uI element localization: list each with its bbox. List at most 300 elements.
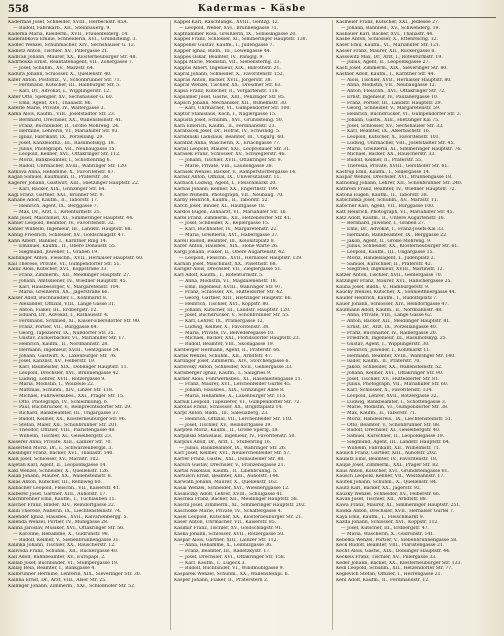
directory-entry: Kagerer Johann, Gastwirt, XIII., Hietzinger Hauptstr. 22. — [8, 181, 140, 186]
directory-entry: Kalina Jaroslav, Musiker, XVI., Ottakringer Str. 56. — [8, 526, 125, 531]
directory-entry: Kartal Nikolaus, Kaufm., II., Lilienbrunng. 5. — [174, 468, 278, 474]
directory-entry: Katzinger Franz, Maurer, XVI., Habichergasse 25. — [336, 278, 452, 284]
directory-entry: — Rudolf, Uhrmacher, XVIII., Währinger Str. 120. — [13, 163, 128, 169]
directory-entry: Kalender Ignaz, Hausbes., XVII., Kalvarienbergg. 5. — [8, 514, 128, 520]
directory-entry: Kapfhammer Rosa, Greißlerin, IX., Sobieskigasse 20. — [174, 31, 297, 37]
page-number: 558 — [8, 4, 29, 15]
running-header — [8, 4, 496, 16]
directory-entry: Kasper Johann, Fiaker, II., Praterstern 2. — [174, 577, 269, 583]
directory-entry: Karplus Adolf, Dr., Arzt, I., Stubenring 16. — [174, 439, 272, 445]
directory-entry: — Anton, Bäcker, XII., Meidlinger Hauptstr. 81. — [341, 319, 451, 324]
directory-entry: — Matthias, Schuhm., XIV., Linzer Str. 118. — [13, 388, 114, 393]
directory-entry: Kaulich Franz, Gärtner, XIII., Auhofstr. 202. — [336, 451, 438, 457]
directory-entry: Kaufmann Adolf, Kaufm., II., Nordbahnstr. 48. — [336, 307, 443, 313]
directory-entry: Käsmeier Franz, Kutscher, XXI., Jedlesee 27. — [336, 20, 440, 25]
directory-entry: — Karoline, Hebamme, X., Gudrunstr. 98. — [13, 531, 110, 537]
directory-entry: — Johann, Hausbes., XIX., Grinzinger Allee 8. — [179, 388, 285, 393]
directory-entry: Kahler Leopold, Beamter, IV., Favoritenstr. 32. — [8, 221, 115, 227]
directory-entry: Karpinski Stanislaus, Ingenieur, IV., Favoritenstr. 50. — [174, 434, 296, 439]
header-rule — [8, 17, 496, 18]
directory-entry: Kakl Wenzel, Schneider, X., Quellenstr. 126. — [8, 468, 110, 474]
directory-entry: — Rudolf, Buchbinder, VI., Windmühlgasse 9. — [179, 566, 284, 572]
directory-entry: — Franz, Buchhalter, IV., Rainergasse 20. — [341, 330, 438, 336]
directory-entry: Kahlig Friedrich, Schlosser, XV., Goldschlagstr. 47. — [8, 232, 126, 238]
directory-entry: — Karl, Buchhalter, IV., Margaretenstr. 22. — [179, 227, 278, 232]
directory-entry: — Hermine, Lehrerin, VI., Mariahilfer Str. 93. — [13, 129, 119, 135]
directory-entry: Karell Rudolf, Beamter, III., Kolonitzplatz 8. — [174, 238, 276, 244]
directory-entry: Karolus Franz, Schlosser, XX., Brigittaplatz 14. — [174, 405, 283, 411]
directory-entry: Karel Franz, Zimmerm., XII., Hetzendorfer Str. 41. — [174, 215, 292, 221]
directory-entry: Kazda Johann, Schlosser, XVI., Koppstr. 112. — [336, 520, 439, 526]
directory-entry: Karer Anton, Hausbes., XIX., Hohe Warte 26. — [174, 244, 279, 250]
directory-entry: — Rudolf, Drechsler, XI., Geiselbergstr. 40. — [341, 428, 441, 434]
directory-entry: — Maria, Greißlerin, XI., Simmeringer Hauptstr. 76. — [341, 146, 462, 152]
directory-entry: Keckeis Franz, Tischler, XV., Pillergasse 33. — [336, 554, 437, 560]
directory-entry: Kähler Wilhelm, Ingenieur, III., Landstr. Hauptstr. 88. — [8, 227, 132, 232]
directory-entry: Kalchbrenner Emil, Kaufm., I., Tuchlauben 11. — [8, 497, 116, 503]
directory-entry: — Heinrich, Tischler, XVI., Koppstr. 80. — [179, 301, 270, 307]
directory-entry: — Franz, Zimmerm., XII., Meidlinger Hauptstr. 27. — [13, 273, 131, 278]
directory-entry: Kahl Josef, Maschinist, XI., Simmeringer Hauptstr. 44. — [8, 215, 134, 221]
directory-entry: — Ernst, Ingenieur, IV., Paulanergasse 10. — [341, 94, 439, 100]
directory-entry: — Josef, Tischler, XV., Hütteldorfer Str. 81. — [341, 376, 440, 382]
directory-entry: Karner Alois, Fuhrwerksbes., XI., Hasenleitengasse 11. — [174, 376, 302, 382]
directory-entry: Karasek Franz, Schlosser, XV., Schweglerstr. 46. — [174, 152, 286, 158]
directory-entry: — Franz, Beamter, III., Radetzkystr. 17. — [179, 549, 271, 554]
directory-entry: — Hermann, Bankbeamter, IX., Berggasse 22. — [341, 232, 448, 238]
directory-entry: — Ludwig, Bankbeamter, I., Schottengasse 3. — [341, 399, 447, 405]
directory-entry: — Johann, Tischler, XVII., Ottakringer Str. 9. — [179, 158, 283, 163]
directory-entry: Kasser Franz, Maurer, XII., Ruckergasse 8. — [336, 48, 436, 54]
directory-entry: Kappeller Gustav, Kaufm., I., Judengasse 7. — [174, 43, 274, 48]
directory-entry: — Rudolf, Kellner, II., Praterstr. 55. — [341, 158, 423, 163]
directory-entry: Kárdos Eugen, Zahnarzt, VI., Mariahilfer Str. 1b. — [174, 209, 287, 215]
directory-entry: — Marie, Modistin, VI., Gumpendorfer Str. 38. — [341, 405, 449, 411]
directory-entry: Kainz Alois, Kutscher, XVI., Koppstraße 33. — [8, 267, 108, 273]
directory-entry: — Ludwig, Kellner, X., Favoritenstr. 38. — [179, 324, 270, 330]
directory-entry: Kastrup Emil, Kaufm., I., Seilergasse 14. — [336, 169, 431, 175]
directory-entry: — Hermann, Beamter, XVIII., Währinger Str. 140. — [341, 353, 456, 359]
directory-entry: — Moriz, Handelsagent, I., Judenplatz 2. — [341, 255, 435, 261]
directory-entry: — Karl, Lehrer, IX., Pramergasse 12. — [179, 319, 264, 324]
directory-entry: — Leopold, Weber, XVI., Brunnengasse 71. — [179, 25, 278, 31]
directory-entry: Käsbe Anton, Schlosser, X., Ettenreichg. 12. — [336, 37, 438, 43]
directory-entry: Kara Emerich, Kaufm., II., Ferdinandstr. 23. — [174, 123, 276, 129]
directory-entry: — Wilhelm, Fabrikant, XII., Wilhelmstr. 71. — [341, 445, 441, 451]
directory-entry: Kapper Ignaz, Bildh., III., Löwengasse 44. — [174, 48, 272, 54]
directory-entry: Keder Johann, Bäcker, XX., Klosterneuburger Str. 133. — [336, 560, 462, 566]
running-title: Kadermas – Käsbe — [197, 4, 307, 14]
directory-entry: — Ignaz, Fabrikant, IX., Porzellang. 29. — [13, 135, 104, 140]
directory-entry: Kaupe Josef, Zimmerm., XXI., Prager Str. 82. — [336, 462, 440, 468]
directory-entry: — Josef, Schlosser, XV., Sechshauser Str. 33. — [341, 123, 444, 129]
directory-entry: — Josef, Buchdrucker, V., Schönbrunner Str. 55. — [179, 313, 290, 319]
directory-entry: Käppel Karl, Rauchfangk., XVIII., Gentzg. 12. — [174, 20, 280, 25]
directory-entry: Kappes Oskar, Beamter, IV., Paniglg. 9. — [174, 54, 264, 60]
directory-entry: Katt Heinrich, Photograph, VI., Mariahilfer Str. 45. — [336, 209, 454, 215]
directory-entry: Kadlec Wenzel, Schuhmacher, XIV., Sechshauser G. 12. — [8, 43, 136, 48]
directory-entry: Kapsamer Josef, Gastw., XIII., Penzinger Str. 85. — [174, 94, 286, 100]
directory-entry: — Julius, Photograph, VII., Mariahilfer Str. 60. — [341, 382, 449, 388]
directory-entry: Kauer Johann, Schlosser, XIV., Reindorfgasse 47. — [336, 301, 449, 307]
directory-entry: Kasimir Franz, Tischler, XV., Goldschlagstr. 91. — [174, 526, 283, 531]
directory-entry: Kapral Johann, Schneider, X., Favoritenstr. 152. — [174, 71, 285, 77]
directory-entry: — Rudolf, Kellner, XX., Klosterneuburger Str. 96. — [13, 416, 127, 422]
directory-entry: — Rudolf, Fabrikarb., XII., Steinbauerg. 9. — [13, 25, 111, 31]
directory-entry: — Emanuel, Kaufm., II., Obere Donaustr. 55. — [13, 244, 117, 250]
directory-entry: — Alois, Tischler, XVII., Hernalser Hauptstr. 80. — [341, 77, 452, 83]
directory-entry: — Johann, Gastw., XIII., Hietzinger Kai 75. — [341, 117, 440, 123]
directory-entry: Kagl Franz, Gärtner, XXI., Brünner Str. 9. — [8, 192, 104, 198]
directory-entry: — Karl, Beamter, IX., Alserbachstr. 16. — [341, 129, 431, 135]
directory-entry: Kasal Wenzel, Schneider, XVI., Wiesberggasse 12. — [174, 485, 290, 491]
directory-entry: Katholnig Johann, Lehrer, XII., Schönbrunner Str. 240. — [336, 181, 463, 186]
directory-entry: Käfer Anton, Postoffiz., V., Schönbrunner Str. 71. — [8, 77, 121, 83]
directory-entry: Karafiat Anna, Wäscherin, X., Erlachgasse 77. — [174, 140, 281, 146]
directory-entry: — Ferdinand, Kutscher, III., Hainburger Str. 5. — [13, 83, 121, 89]
directory-entry: — Samuel, Kürschner, II., Praterstr. 42. — [341, 261, 433, 267]
directory-entry: Kagan Samuel, Kaufmann, II., Praterstr. 38. — [8, 175, 110, 181]
directory-entry: — Ludwig, Uhrmacher, VIII., Josefstädter Str. 45. — [341, 140, 455, 146]
directory-entry: — Josef, Kanzlist, XV., Felberstr. 19. — [13, 359, 96, 365]
directory-entry: Kaptur Stanislaus, Koch, I., Naglergasse 15. — [174, 112, 277, 117]
directory-entry: — Franz, Buchbinder, II., Große Mohreng. 24. — [13, 123, 120, 129]
directory-entry: Kappl Marie, Modistin, VII., Siebensterng. 33. — [174, 60, 281, 66]
directory-entry: — Heinrich, Agent, IX., Berggasse 7. — [13, 204, 98, 209]
directory-entry: — Karl, Hausbesorger, V., Margaretenstr. 104. — [13, 284, 120, 290]
directory-entry: — Maria, Greißlerin, XVI., Haberlgasse 37. — [179, 232, 279, 238]
directory-entry: — Heinrich, Juwelier, I., Kohlmarkt 11. — [341, 347, 431, 353]
directory-entry: Katona Eugen, Kaufm., II., Taborstr. 38. — [336, 192, 429, 198]
directory-entry: Kariger Alois, Drechsler, VII., Zieglergasse 51. — [174, 267, 282, 273]
directory-entry: Katzer Anton, Tischler, XVII., Geblergasse 70. — [336, 273, 443, 278]
directory-entry: Kascholke Marie, Private, IV., Schäffergasse 4. — [174, 508, 283, 514]
directory-entry: Kallab Josef, Buchbinder, VI., Stumpergasse 19. — [8, 560, 119, 566]
directory-entry: Kausch Leopold, Kellner, VII., Westbahnstr. 17. — [336, 474, 445, 480]
directory-entry: Kalinka Johann, Tischler, XX., Rauscherstr. 12. — [8, 543, 116, 549]
directory-entry: Kadletz Anton, Tischler, XV., Pillergasse 21. — [8, 48, 109, 54]
directory-entry: Karch Josef, Binder, XI., Hauffgasse 18. — [174, 204, 266, 209]
directory-entry: Kallinger Johann, Zimmerm., XXI., Schloßhofer Str. 52. — [8, 583, 136, 589]
directory-entry: — Heinrich, Kaufm., II., Nordbahnstr. 28. — [13, 342, 109, 347]
directory-entry: Kašpar Wenzel, Drechsler, XVI., Brunnengasse 18. — [336, 175, 453, 181]
directory-entry: Kaislinger Franz, Bäcker, XVI., Thaliastr. 140. — [8, 451, 114, 457]
directory-entry: — Otto, Photograph, IV., Schleifmühlg. 6. — [13, 399, 109, 405]
directory-entry: Kartusch Ernst, Beamter, XIII., Auhofstr. 144. — [174, 474, 280, 480]
directory-entry: Kaspar Alois, Gärtner, XIII., Lainzer Str. 112. — [174, 537, 278, 543]
directory-entry: — Leopold, Kellner, XVI., Ottakringer Str. 112. — [13, 152, 121, 158]
directory-entry: — Bernhard, Juwelier, I., Graben 27. — [341, 221, 426, 227]
directory-entry: — Johann, Kutscher, III., Landstr. Hauptstr. 120. — [179, 307, 291, 313]
directory-entry: — Leopold, Fleischh., XVII., Hernalser Hauptstr. 139. — [179, 255, 303, 261]
directory-entry: Kassowitz Max, Dr., Arzt, I., Rotenturmstr. 19. — [336, 54, 443, 60]
directory-entry: — Michael, Bäcker, XX., Rauscherstr. 33. — [341, 152, 436, 158]
directory-entry: Kaiserer Anna, Private, XIII., Lainzer Str. 70. — [8, 439, 112, 445]
directory-entry: Kasel Leopold, Kutscher, XX., Klosterneuburger Str. 21. — [174, 514, 303, 520]
directory-entry: Kasparek Wenzel, Schuhm., XX., Wallensteinpl. 6. — [174, 572, 289, 577]
directory-entry: — Leopold, Kutscher, X., Favoritenstr. 101. — [341, 135, 440, 140]
directory-entry: — Julius, Bankbeamter, IX., Währinger Str. 26. — [179, 445, 287, 451]
directory-entry: Kastl Josef, Zimmerm., XIX., Sieveringer Str. 80. — [336, 66, 448, 71]
directory-entry: — Johann, Amtsdiener, IV., Wiedner Hauptstr. 45. — [13, 278, 127, 284]
directory-entry: Kavan Josef, Tischler, XII., Arndtstr. 88. — [336, 497, 428, 503]
directory-entry: Kaschka Franz, Bäcker, XII., Meidlinger Hauptstr. 58. — [174, 497, 299, 503]
directory-entry: — Julius, Agent, II., Leopoldsgasse 27. — [341, 60, 430, 66]
directory-entry: — Theresia, Private, XVIII., Gersthofer Str. 61. — [341, 163, 449, 169]
directory-entry: — Gustav, Agent, I., Wipplingerstr. 30. — [341, 342, 430, 347]
directory-entry: Kadeřábková Emilie, Schneiderin, XVI., Grundsteing. 3. — [8, 37, 137, 43]
directory-entry: — Anton, Fiaker, III., Erdbergstr. 12. — [13, 307, 98, 313]
directory-entry: — Johann, Bahnbed., XV., Schwenderg. 19. — [341, 25, 440, 31]
directory-entry: Kallina Ernst, Dr., Arzt, VIII., Alser Str. 25. — [8, 577, 107, 583]
directory-entry: Kedl Leopold, Schuhm., XII., Hetzendorfer Str. 77. — [336, 566, 453, 572]
directory-entry: Kafková Anna, Hebamme, X., Favoritenstr. 87. — [8, 169, 115, 175]
directory-entry: Keck Rudolf, Beamter, VIII., Piaristengasse 21. — [336, 543, 445, 549]
directory-entry: — Georg, Tapezierer, IX., Nußdorfer Str. 35. — [13, 330, 116, 336]
directory-entry: Kalab Johann, Maurer, XX., Wallensteinstr. 8. — [8, 474, 113, 480]
directory-entry: Kalivoda Franz, Schuhm., XII., Ruckergasse 40. — [8, 549, 119, 554]
directory-entry: Karbach Ludwig, Agent, I., Fleischmarkt 20. — [174, 181, 277, 186]
directory-entry: Kastner Adolf, Kaufm., I., Kärntner Str. 44. — [336, 71, 435, 77]
directory-entry: Kalas Anton, Kutscher, III., Rennweg 60. — [8, 480, 102, 485]
directory-entry: — Jakob, Schneider, XX., Wallensteinstr. 52. — [341, 365, 443, 370]
directory-entry: — Karl, Bäcker, XIX., Grinzinger Str. 64. — [13, 186, 106, 192]
directory-entry: — Johann, Kellner, XVI., Ottakringer Str. 90. — [341, 370, 444, 376]
directory-entry: Kaunitz Emil, Beamter, IV., Favoritenstr. 18. — [336, 457, 438, 462]
directory-entry: Kalbacher Leopold, Fleischh., VII., Kaiserstr. 41. — [8, 485, 121, 491]
directory-column-right — [332, 20, 498, 630]
directory-entry: Karr Josef, Kellner, XVI., Neulerchenfelder Str. 57. — [174, 451, 291, 457]
directory-entry: Karrer Franz, Gastw., XXI., Donaufelder Str. 88. — [174, 457, 285, 462]
directory-entry: Karall Leopold, Maurer, XXI., Leopoldauer Str. 31. — [174, 146, 291, 152]
directory-entry: Kawka Anton, Drechsler, XVII., Hernalser Gürtel 7. — [336, 508, 455, 514]
directory-entry: — Michael, Fuhrwerksbes., XXI., Prager Str. 15. — [13, 393, 125, 399]
directory-entry: Kall Adolf, Bahnbeamter, XV., Europapl. 2. — [8, 554, 106, 560]
directory-entry: Karpfen Moriz, Kaufm., II., Große Sperlg. 18. — [174, 428, 279, 434]
directory-entry: — Julius, Schneider, XX., Klosterneuburger Str. 61. — [341, 244, 459, 250]
directory-entry: Kalenda Wenzel, Portier, IV., Mühlgasse 28. — [8, 520, 109, 526]
directory-entry: Karlik Wenzel, Schuhm., XII., Arndtstr. 47. — [174, 353, 273, 359]
directory-entry: — Franz, Schlosser, XV., Hütteldorfer Str. 42. — [179, 290, 284, 296]
directory-entry: — Stefan, Maler, XII., Schönbrunner Str. 201. — [13, 422, 119, 428]
directory-entry: — Eduard, Dr., Advokat, I., Rathausstr. 4. — [13, 313, 109, 319]
directory-entry: — Josef, Schuhm., XV., Märzstr. 64. — [13, 66, 95, 71]
directory-entry: Kahn Albert, Bankier, I., Kärntner Ring 14. — [8, 238, 108, 244]
directory-entry: — Theodor, Offizier, VIII., Piaristengasse 48. — [13, 428, 116, 434]
directory-entry: Kadura Johann, Schlosser, X., Quellenstr. 40. — [8, 71, 112, 77]
directory-entry: Karbas Johann, Kellner, XX., Engerthstr. 199. — [174, 186, 279, 192]
directory-entry: Kaiser Adolf, Buchhändler, I., Kohlmarkt 8. — [8, 296, 108, 301]
directory-entry: — Anna, Hebamme, X., Leibnizgasse 36. — [179, 543, 273, 549]
directory-entry: Kappel Franz, Schlosser, XI., Simmeringer Hauptstr. 130. — [174, 37, 307, 43]
directory-entry: Kaus Anton, Kutscher, XVI., Grundsteingasse 61. — [336, 468, 449, 474]
directory-entry: — Heinrich, Buchdrucker, VI., Gumpendorfer Str. 3. — [341, 112, 462, 117]
directory-entry: — Anna, Modistin, VII., Neubaugasse 12. — [341, 83, 437, 89]
directory-entry: — Max, Kaufm., II., Taborstr. 71. — [341, 411, 417, 416]
directory-entry: Karásek Wenzel, Bäcker, V., Ramperstorffergasse 14. — [174, 169, 297, 175]
directory-entry: Kapusta Josef, Schuhm., XVI., Grundsteing. 50. — [174, 117, 284, 123]
directory-entry: Käfer Otto, Spengler, XV., Sechshauser G. 60. — [8, 94, 114, 100]
directory-entry: — Ludwig, Lehrer, XVII., Rötzergasse 9. — [13, 376, 106, 382]
directory-entry: Karwath Johann, Maurer, X., Quellenstr. 162. — [174, 480, 279, 485]
directory-entry: Kauder Heinrich, Kaufm., I., Rudolfsplatz 7. — [336, 296, 438, 301]
directory-entry: Kathrein Franz, Beamter, IV., Wiedner Hauptstr. 72. — [336, 186, 456, 192]
directory-entry: — Karl, Uhrmacher, VI., Gumpendorfer Str. 100. — [179, 106, 291, 112]
directory-entry: — Richard, Bankbeamter, III., Ungargasse 37. — [13, 411, 120, 416]
directory-entry: — Paul, Buchdrucker, V., Reinprechtsdorfer Str. 29. — [13, 405, 132, 411]
directory-entry: — Anna, Private, VIII., Lange Gasse 62. — [341, 313, 433, 319]
directory-entry: — Josef, Kutscher, III., Erdbergstr. 47. — [341, 526, 429, 531]
directory-entry: — Maria, Modistin, I., Wollzeile 22. — [13, 382, 95, 388]
directory-entry: Kapsa Franz, Kutscher, II., Vorgartenstr. 118. — [174, 89, 279, 94]
directory-entry: — Johann, Gastwirt, X., Laxenburger Str. 76. — [13, 353, 117, 359]
directory-column-middle — [170, 20, 329, 630]
directory-entry: — Anton, Fleischh., XVI., Ottakringer Str. 72. — [341, 89, 446, 94]
directory-entry: Kaprál Wenzel, Tischler, XX., Dresdner Str. 63. — [174, 83, 282, 89]
directory-entry: Kebelka Wenzel, Portier, V., Siebenbrunnengasse 58. — [336, 537, 458, 543]
directory-entry: Kecht Alois, Gastw., XIX., Döblinger Hauptstr. 44. — [336, 549, 451, 554]
directory-entry: Karhan Josef, Maschinist, XX., Pasettistr. 68. — [174, 261, 277, 267]
directory-entry: — Ernst, Dr., Arzt, IX., Porzellangasse 40. — [341, 324, 438, 330]
directory-entry: — Josef, Tischler, XV., Reindorfgasse 39. — [179, 422, 272, 428]
directory-entry: — Leopold, Kaufm., III., Ungargasse 15. — [341, 250, 434, 255]
directory-entry: Kajetan Karl, Agent, II., Leopoldsgasse 14. — [8, 462, 107, 468]
directory-entry: — Maria, Hebamme, X., Laxenburger Str. 115. — [179, 393, 287, 399]
directory-entry: — Michael, Bäcker, XXI., Floridsdorfer Hauptstr. 23. — [179, 336, 301, 342]
directory-entry: Kallbrunner Hermine, Lehrerin, XIX., Sieveringer Str. 30. — [8, 572, 142, 577]
directory-entry: — Samuel, Kürschner, II., Leopoldsgasse 19. — [341, 434, 445, 439]
directory-entry: Kaser Anton, Uhrmacher, VII., Kaiserstr. 85. — [174, 520, 277, 526]
directory-entry: Kapsch Johann, Mechaniker, XII., Wilhelmstr. 30. — [174, 100, 288, 106]
directory-entry: — Siegmund, Juwelier, I., Graben 19. — [13, 250, 99, 255]
directory-entry: Karlsberger Ignaz, Kaufm., I., Salzgries 9. — [174, 370, 272, 376]
directory-entry: Kautek Johann, Schuhm., X., Quellenstr. 84. — [336, 480, 438, 485]
directory-entry: Kargl Johann, Fiaker, II., Obere Augartenstr. 42. — [174, 250, 286, 255]
directory-entry: Karabinski Ladislaus, Beamter, III., Ungarg. 60. — [174, 135, 285, 140]
directory-entry: Kasaliczky Adolf, Lehrer, XVIII., Schulgasse 41. — [174, 491, 284, 497]
directory-entry: Kadrnoška Ernst, Realitätenagent, VII., Zollergasse 7. — [8, 60, 134, 66]
directory-entry: Käsbauer Karl, Bäcker, XVI., Thaliastr. 44. — [336, 31, 434, 37]
directory-entry: — Max, Dr., Arzt, I., Rotenturmstr. 25. — [13, 209, 102, 215]
directory-entry: Kappus Albert, Ingenieur, XIX., Billrothstr. 21. — [174, 66, 281, 71]
directory-entry: Kallay Béla, Beamter, I., Bankgasse 4. — [8, 566, 96, 572]
directory-entry: — Karl, Schlosser, X., Favoritenstr. 134. — [341, 388, 433, 393]
directory-entry: — Josef, Schneider, X., Keplergasse 15. — [179, 221, 270, 227]
directory-entry: — Georg, Gärtner, XIII., Hietzinger Hauptstr. 66. — [179, 296, 292, 301]
directory-entry: — Maria, Wäscherin, X., Gudrunstr. 141. — [341, 531, 435, 537]
directory-entry: Karsch Gustav, Drechsler, V., Franzensgasse 21. — [174, 462, 285, 468]
directory-entry: Kail Therese, Private, VI., Gumpendorfer Str. 51. — [8, 261, 121, 267]
directory-entry: — Leopold, Lehrer, XVII., Rötzergasse 22. — [341, 393, 438, 399]
directory-entry: Karlinger Josef, Zimmerm., XIV., Storchengasse 6. — [174, 359, 290, 365]
directory-entry: — Otto, Beamter, V., Schönbrunner Str. 88. — [341, 422, 441, 428]
directory-entry: Kauzky Wenzel, Schneider, XV., Felberstr. 66. — [336, 491, 441, 497]
directory-entry: — Jakob, Agent, II., Große Mohreng. 9. — [341, 238, 432, 244]
directory-entry: — Moriz, Bankbeamter, I., Schottenring 6. — [13, 158, 111, 163]
directory-entry: Karpf Anton, Bildh., III., Salesianerg. 23. — [174, 411, 269, 416]
directory-entry: — Friedrich, Ingenieur, III., Rasumofskyg. 25. — [341, 336, 448, 342]
directory-entry: — Bernhard, Drechsler, XX., Wallensteinstr. 41. — [13, 117, 123, 123]
directory-entry: Kautz Karl, Bäcker, XX., Jägerstr. 92. — [336, 485, 422, 491]
directory-entry: Kaucky Wenzel, Kutscher, X., Sonnleithnergasse 44. — [336, 290, 457, 296]
directory-entry: Kaska Johann, Schlosser, XVII., Rötzergasse 50. — [174, 531, 285, 537]
directory-entry: — Josef, Kanzleioffiz., III., Rasumofskyg. 18. — [13, 140, 116, 146]
directory-entry: — Josef, Drechsler, XVI., Ottakringer Str. 158. — [179, 554, 286, 560]
directory-entry: — Rudolf, Kellner, V., Siebenbrunnengasse 31. — [13, 537, 120, 543]
directory-entry: Kapras Anton, Bäcker, XVII., Jörgerstr. 38. — [174, 77, 272, 83]
directory-entry: — Anna, Modistin, VI., Magdalenenstr. 18. — [179, 278, 278, 284]
directory-entry: Kawa Franz, Maurer, XI., Simmeringer Hauptstr. 251. — [336, 503, 461, 508]
directory-entry: Karlovsky Anton, Schneider, XVII., Geblergasse 33. — [174, 365, 293, 370]
directory-entry: Kaldi Therese, Näherin, IX., Liechtensteinstr. 74. — [8, 508, 122, 514]
directory-entry: Katz Adolf, Kaufm., II., Untere Augartenstr. 16. — [336, 215, 446, 221]
directory-entry: — Karl, Kaufm., I., Lugeck 3. — [179, 560, 246, 566]
directory-entry: Käser Emil, Kaufm., VI., Mariahilfer Str. 121. — [336, 43, 441, 48]
directory-entry: — Georg, Schneider, V., Margaretenstr. 59. — [341, 106, 441, 112]
directory-entry: Kaiserfeld Moriz, Dr., I., Schwarzenbergpl. 3. — [8, 445, 113, 451]
directory-entry: Kalberer Josef, Gärtner, XIII., Auhofstr. 17. — [8, 491, 107, 497]
directory-entry: Kalcher Franz, Binder, XIV., Reindorfgasse 22. — [8, 503, 116, 508]
directory-entry: Kauba Josef, Bildh., V., Hamburgerstr. 9. — [336, 284, 430, 290]
directory-entry: — Ferdinand, Schmied, XI., Kaiser-Ebersdorfer Str. 90. — [13, 319, 141, 324]
directory-entry: Kadlčak Johann, Maurer, XX., Klosterneuburger Str. 48. — [8, 54, 137, 60]
directory-entry: — Marie, Private, VIII., Laudongasse 38. — [179, 163, 274, 169]
directory-entry: — Wilhelm, Tischler, XI., Geiselbergstr. 23. — [13, 434, 113, 439]
directory-entry: Kadermas Josef, Schneider, XVIII., Herbeckstr. 85A. — [8, 20, 128, 25]
directory-entry: Kaferle Marie, Private, IV., Waltergasse 3. — [8, 106, 105, 112]
directory-entry: — Julius, Photograph, VII., Neubaugasse 15. — [13, 146, 116, 152]
directory-entry: — Karl, Baumeister, XIX., Döblinger Hauptstr. 11. — [13, 365, 128, 370]
directory-entry: Karnik Leopold, Tapezierer, VI., Gumpendorfer Str. 72. — [174, 399, 301, 405]
directory-entry: — Franz, Portier, III., Landstr. Hauptstr. 29. — [341, 100, 443, 106]
directory-entry: — Isidor, Kaufm., II., Praterstr. 70. — [341, 359, 421, 365]
directory-entry: — Franz, Maurer, XVI., Lerchenfelder Gürtel 45. — [179, 382, 292, 388]
directory-entry: Karasz Anton, Offizial, IX., Universitätsstr. 11. — [174, 175, 281, 181]
directory-entry: — Emil, Agent, XVI., Thaliastr. 86. — [13, 100, 92, 106]
directory-entry: — Siegfried, Ingenieur, XVIII., Martinstr. 12. — [341, 267, 444, 273]
directory-entry: — Siegmund, Agent, III., Landstr. Hauptstr. 64. — [341, 439, 451, 445]
directory-entry: Kaiß Josef, Schlosser, XV., Märzstr. 102. — [8, 457, 100, 462]
directory-entry: Keglevich Stefan, Offizier, I., Herrengasse 21. — [336, 572, 443, 577]
directory-entry: — Maria, Greißlerin, XX., Jägerstraße 66. — [13, 290, 109, 296]
directory-entry: Karl Adolf, Kaufm., I., Rotenturmstr. 5. — [174, 273, 264, 278]
directory-entry: — Alexander, Offizial, VIII., Lange Gasse 31. — [13, 301, 116, 307]
directory-entry: Karlberger Hermann, Agent, II., Praterstr. 66. — [174, 347, 281, 353]
directory-entry: Kehl Adolf, Kaufm., II., Ferdinandstr. 12. — [336, 577, 430, 583]
directory-entry: — Emil, Ingenieur, XVIII., Währinger Str. 97. — [179, 284, 283, 290]
directory-entry: — Hermann, Ingenieur, XVIII., Gentzgasse 54. — [13, 347, 121, 353]
directory-entry: Karby Heinrich, Kaufm., II., Taborstr. 52. — [174, 198, 269, 204]
directory-entry: — Gustav, Zuckerbäcker, VI., Mariahilfer Str. 17. — [13, 336, 126, 342]
directory-entry: Kaiblinger Anton, Fleischh., XVII., Hernalser Hauptstr. 60. — [8, 255, 144, 261]
directory-entry: — Heinrich, Offizial, VII., Lerchenfelder Str. 110. — [179, 416, 293, 422]
directory-entry: Kafka Alois, Kaufm., VIII., Josefstädter Str. 23. — [8, 112, 116, 117]
directory-entry: — Rudolf, Beamter, VIII., Skodagasse 19. — [179, 342, 275, 347]
directory-entry: Karbe Wilhelm, Photograph, VII., Neubaug. 70. — [174, 192, 284, 198]
directory-entry: Kaschl Josef, Zimmerm., XI., Simmeringer Hauptstr. 202. — [174, 503, 307, 508]
directory-column-left — [8, 20, 166, 630]
directory-entry: — Maria, Private, IV., Belvederegasse 10. — [179, 330, 275, 336]
directory-entry: Kaya Emil, Kaufm., I., Fleischmarkt 9. — [336, 514, 425, 520]
directory-entry: Karabacek Josef, Dr., Hofrat, IV., Schwindg. 5. — [174, 129, 281, 135]
directory-entry: Kaderka Maria, Kleiderm., XVII., Frauenfelderg. 14. — [8, 31, 129, 37]
directory-entry: — Leopold, Drechsler, XVI., Brunnengasse 42. — [13, 370, 120, 376]
directory-entry: Katschinka Josef, Schuhm., XV., Märzstr. 11. — [336, 198, 439, 204]
directory-entry: — Karl, Dr., Advokat, I., Wipplingerstr. 12. — [13, 89, 111, 94]
directory-entry: — Franz, Portier, VII., Burggasse 64. — [13, 324, 98, 330]
directory-entry: — Moriz, Handelsreis., IX., Liechtensteinstr. 51. — [341, 416, 453, 422]
directory-entry: Katscher Karl, Agent, VII., Burggasse 100. — [336, 204, 435, 209]
